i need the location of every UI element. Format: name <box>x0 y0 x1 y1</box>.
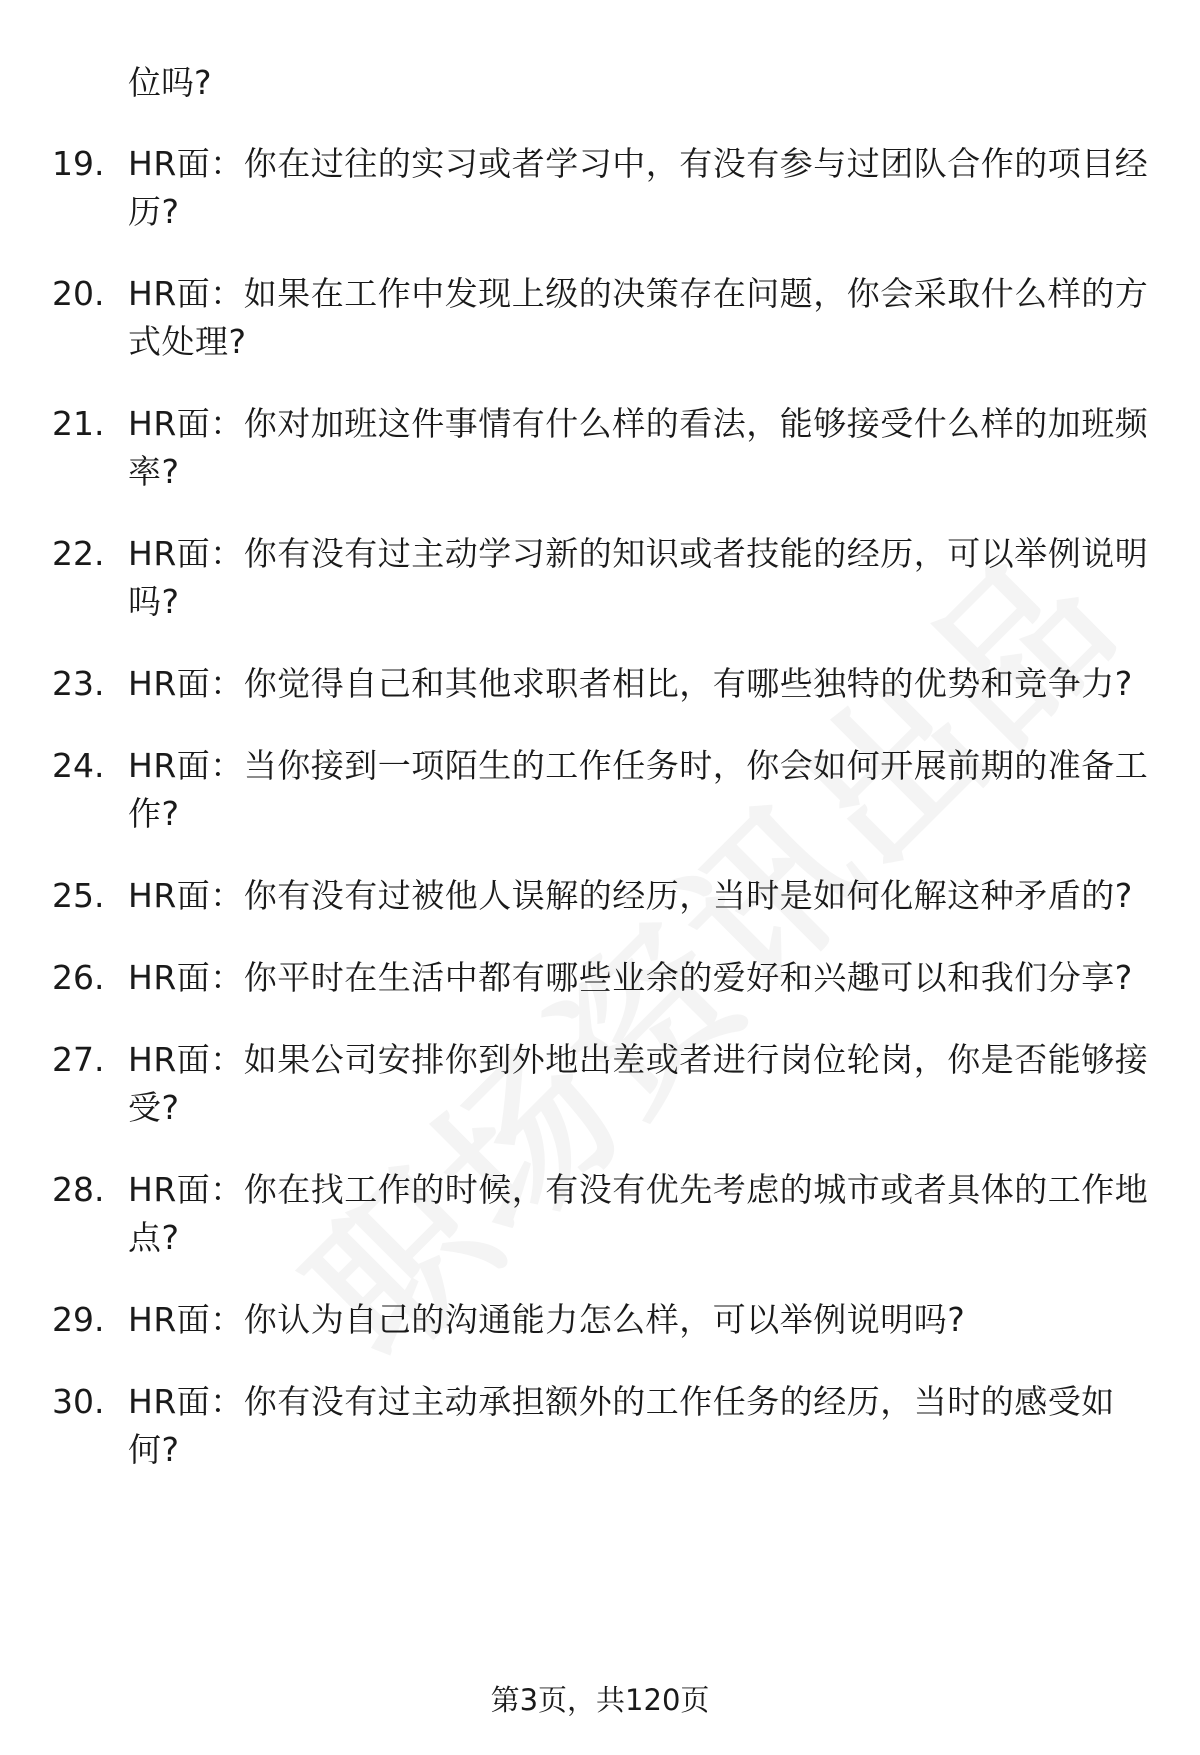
question-text: HR面：如果在工作中发现上级的决策存在问题，你会采取什么样的方式处理? <box>128 274 1149 361</box>
question-text: HR面：如果公司安排你到外地出差或者进行岗位轮岗，你是否能够接受? <box>128 1040 1149 1127</box>
question-item <box>0 954 1150 1002</box>
question-item <box>0 140 1150 236</box>
question-text: HR面：你在过往的实习或者学习中，有没有参与过团队合作的项目经历? <box>128 144 1149 231</box>
question-number: 30. <box>52 1382 105 1421</box>
question-text: HR面：当你接到一项陌生的工作任务时，你会如何开展前期的准备工作? <box>128 746 1149 833</box>
question-number: 22. <box>52 534 105 573</box>
question-item <box>0 530 1150 626</box>
question-number: 23. <box>52 664 105 703</box>
question-text: HR面：你在找工作的时候，有没有优先考虑的城市或者具体的工作地点? <box>128 1170 1149 1257</box>
question-item <box>0 872 1150 920</box>
question-number: 29. <box>52 1300 105 1339</box>
question-text: HR面：你平时在生活中都有哪些业余的爱好和兴趣可以和我们分享? <box>128 958 1133 997</box>
previous-question-continuation: 位吗? <box>128 63 212 102</box>
question-text: HR面：你有没有过主动承担额外的工作任务的经历，当时的感受如何? <box>128 1382 1115 1469</box>
question-number: 25. <box>52 876 105 915</box>
question-number: 20. <box>52 274 105 313</box>
question-text: HR面：你有没有过被他人误解的经历，当时是如何化解这种矛盾的? <box>128 876 1133 915</box>
question-item <box>0 400 1150 496</box>
question-number: 24. <box>52 746 105 785</box>
question-item <box>0 742 1150 838</box>
page-footer: 第3页，共120页 <box>490 1683 710 1717</box>
question-item <box>0 1378 1150 1474</box>
question-text: HR面：你觉得自己和其他求职者相比，有哪些独特的优势和竞争力? <box>128 664 1133 703</box>
question-item <box>0 1036 1150 1132</box>
question-number: 21. <box>52 404 105 443</box>
question-list <box>0 140 1200 1508</box>
question-item <box>0 270 1150 366</box>
question-item <box>0 1296 1150 1344</box>
question-number: 26. <box>52 958 105 997</box>
question-item <box>0 660 1150 708</box>
question-number: 19. <box>52 144 105 183</box>
question-number: 28. <box>52 1170 105 1209</box>
question-number: 27. <box>52 1040 105 1079</box>
question-text: HR面：你对加班这件事情有什么样的看法，能够接受什么样的加班频率? <box>128 404 1149 491</box>
question-text: HR面：你有没有过主动学习新的知识或者技能的经历，可以举例说明吗? <box>128 534 1149 621</box>
question-text: HR面：你认为自己的沟通能力怎么样，可以举例说明吗? <box>128 1300 966 1339</box>
question-item <box>0 1166 1150 1262</box>
